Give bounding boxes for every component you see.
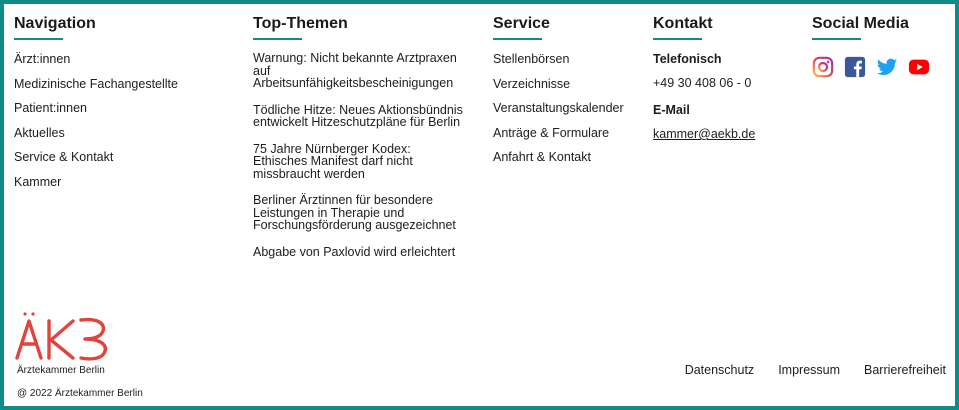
email-value — [653, 127, 755, 142]
list-item — [14, 150, 178, 165]
nav-link-patientinnen[interactable]: Patient:innen — [14, 101, 87, 115]
nav-link-kammer[interactable]: Kammer — [14, 174, 62, 189]
facebook-icon[interactable] — [844, 56, 866, 78]
list-item — [253, 246, 468, 259]
list-item — [14, 175, 178, 190]
list-item — [493, 77, 624, 92]
topics-list — [253, 52, 468, 258]
phone-label: Telefonisch — [653, 52, 722, 66]
instagram-icon[interactable] — [812, 56, 834, 78]
nav-link-service-kontakt[interactable]: Service & Kontakt — [14, 150, 114, 164]
link-impressum[interactable]: Impressum — [778, 363, 841, 377]
email-label: E-Mail — [653, 103, 690, 117]
service-link-stellenboersen[interactable]: Stellenbörsen — [493, 52, 570, 66]
topic-link[interactable]: Berliner Ärztinnen für besondere Leistungen in Therapie und Forschungsförderung ausgezeichnet — [253, 193, 456, 232]
contact-column — [653, 13, 755, 142]
twitter-icon[interactable] — [876, 56, 898, 78]
topics-heading: Top-Themen — [253, 13, 468, 40]
list-item — [253, 52, 468, 90]
topics-column — [253, 13, 468, 272]
list-item — [253, 143, 468, 181]
social-heading: Social Media — [812, 13, 930, 40]
navigation-heading: Navigation — [14, 13, 178, 40]
logo-name: Ärztekammer Berlin — [17, 365, 105, 376]
nav-link-aerztinnen[interactable]: Ärzt:innen — [14, 52, 71, 66]
service-link-anfahrt[interactable]: Anfahrt & Kontakt — [493, 150, 591, 164]
list-item — [14, 52, 178, 67]
list-item — [493, 150, 624, 165]
navigation-list — [14, 52, 178, 190]
list-item — [14, 77, 178, 92]
list-item — [493, 52, 624, 67]
contact-heading: Kontakt — [653, 13, 755, 40]
service-list — [493, 52, 624, 165]
list-item — [253, 104, 468, 129]
social-icons — [812, 56, 930, 78]
youtube-icon[interactable] — [908, 56, 930, 78]
copyright: @ 2022 Ärztekammer Berlin — [17, 388, 143, 399]
service-heading: Service — [493, 13, 624, 40]
navigation-column — [14, 13, 178, 199]
service-link-veranstaltungskalender[interactable]: Veranstaltungskalender — [493, 101, 624, 115]
nav-link-mfa[interactable]: Medizinische Fachangestellte — [14, 76, 178, 91]
list-item — [253, 194, 468, 232]
service-column — [493, 13, 624, 175]
list-item — [14, 126, 178, 141]
topic-link[interactable]: Warnung: Nicht bekannte Arztpraxen auf Arbeitsunfähigkeitsbescheinigungen — [253, 51, 457, 90]
email-link[interactable]: kammer@aekb.de — [653, 127, 756, 141]
list-item — [493, 126, 624, 141]
nav-link-aktuelles[interactable]: Aktuelles — [14, 125, 65, 140]
topic-link[interactable]: Tödliche Hitze: Neues Aktionsbündnis entwickelt Hitzeschutzpläne für Berlin — [253, 102, 463, 129]
phone-number: +49 30 408 06 - 0 — [653, 76, 752, 90]
topic-link[interactable]: Abgabe von Paxlovid wird erleichtert — [253, 244, 456, 259]
list-item — [14, 101, 178, 116]
social-column — [812, 13, 930, 78]
service-link-antraege[interactable]: Anträge & Formulare — [493, 125, 610, 140]
topic-link[interactable]: 75 Jahre Nürnberger Kodex: Ethisches Manifest darf nicht missbraucht werden — [253, 141, 413, 181]
link-barrierefreiheit[interactable]: Barrierefreiheit — [864, 363, 946, 377]
list-item — [493, 101, 624, 116]
legal-links — [685, 363, 946, 377]
aekb-logo-icon — [15, 311, 107, 363]
link-datenschutz[interactable]: Datenschutz — [684, 363, 755, 377]
service-link-verzeichnisse[interactable]: Verzeichnisse — [493, 76, 571, 91]
